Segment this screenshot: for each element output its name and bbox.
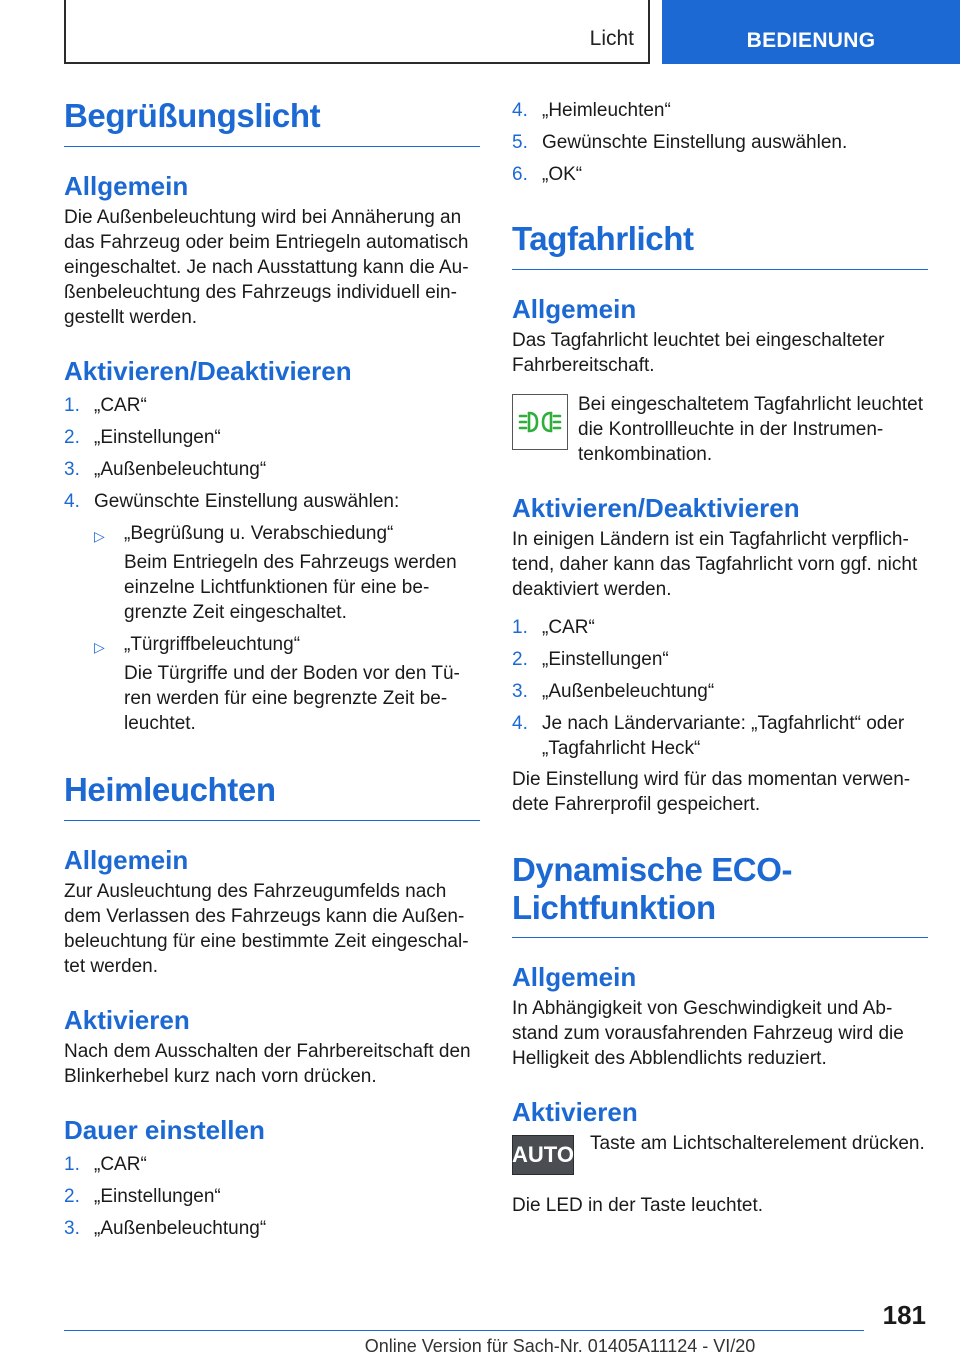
subheading-dauer-einstellen: Dauer einstellen: [64, 1115, 265, 1145]
step-number: 1.: [64, 395, 80, 416]
button-note: [512, 1131, 928, 1175]
subheading-allgemein: Allgemein: [64, 845, 189, 875]
triangle-bullet-icon: ▷: [94, 639, 105, 655]
paragraph: Nach dem Ausschalten der Fahrbereitschaft den Blinkerhebel kurz nach vorn drücken.: [64, 1041, 471, 1087]
step-text: „Außenbeleuchtung“: [94, 459, 267, 480]
step-text: Je nach Ländervariante: „Tagfahrlicht“ oder „Tagfahrlicht Heck“: [542, 713, 905, 759]
step-text: Gewünschte Einstellung auswählen:: [94, 491, 400, 512]
subheading-aktivieren: Aktivieren: [64, 1005, 190, 1035]
paragraph: Die Außenbeleuchtung wird bei Annäherung an das Fahrzeug oder beim Entriegeln automatisch eingeschaltet. Je nach Ausstattung kann die Außenbeleuchtung des Fahrzeugs individuell eingestellt werden.: [64, 207, 469, 328]
option-label: „Begrüßung u. Verabschiedung“: [124, 523, 394, 544]
step-number: 3.: [64, 1218, 80, 1239]
list-item: [64, 1216, 480, 1241]
step-text: „CAR“: [94, 1154, 147, 1175]
heading-tagfahrlicht: Tagfahrlicht: [512, 219, 928, 270]
paragraph: Die Einstellung wird für das momentan verwendete Fahrerprofil gespeichert.: [512, 769, 911, 815]
step-text: „OK“: [542, 164, 583, 185]
heading-heimleuchten: Heimleuchten: [64, 770, 480, 821]
subheading-aktivieren: Aktivieren: [512, 1097, 638, 1127]
list-item: [512, 98, 928, 123]
option-description: Beim Entriegeln des Fahrzeugs werden einzelne Lichtfunktionen für eine begrenzte Zeit eingeschaltet.: [124, 552, 457, 623]
step-number: 2.: [64, 1186, 80, 1207]
subheading-allgemein: Allgemein: [512, 294, 637, 324]
indicator-note: [512, 392, 928, 467]
list-item: [64, 489, 480, 736]
step-number: 2.: [512, 649, 528, 670]
heading-begruessungslicht: Begrüßungslicht: [64, 96, 480, 147]
step-number: 5.: [512, 132, 528, 153]
list-item: [64, 1152, 480, 1177]
step-text: „Heimleuchten“: [542, 100, 671, 121]
chapter-tab: [662, 0, 960, 64]
step-list: [64, 1152, 480, 1241]
page-number: 181: [882, 1300, 926, 1330]
step-text: „Außenbeleuchtung“: [542, 681, 715, 702]
subheading-aktivieren-deaktivieren: Aktivieren/Deaktivieren: [64, 356, 352, 386]
list-item: [512, 615, 928, 640]
option-description: Die Türgriffe und der Boden vor den Türen werden für eine begrenzte Zeit beleuchtet.: [124, 663, 460, 734]
footer-divider: [64, 1330, 864, 1331]
paragraph: Das Tagfahrlicht leuchtet bei eingeschalteter Fahrbereitschaft.: [512, 330, 885, 376]
list-item: [64, 1184, 480, 1209]
step-number: 1.: [512, 617, 528, 638]
step-number: 3.: [512, 681, 528, 702]
list-item: [512, 679, 928, 704]
step-number: 3.: [64, 459, 80, 480]
option-label: „Türgriffbeleuchtung“: [124, 634, 301, 655]
auto-button-icon: AUTO: [512, 1135, 574, 1175]
step-list-continued: [512, 98, 928, 187]
list-item: [64, 457, 480, 482]
step-number: 2.: [64, 427, 80, 448]
triangle-bullet-icon: ▷: [94, 528, 105, 544]
chapter-tab-label: BEDIENUNG: [746, 29, 876, 52]
section-title: Licht: [589, 27, 634, 50]
step-number: 6.: [512, 164, 528, 185]
left-column: [64, 96, 480, 1241]
list-item: [512, 647, 928, 672]
paragraph: In Abhängigkeit von Geschwindigkeit und Abstand zum vorausfahrenden Fahrzeug wird die Helligkeit des Abblendlichts reduziert.: [512, 998, 904, 1069]
paragraph: In einigen Ländern ist ein Tagfahrlicht verpflichtend, daher kann das Tagfahrlicht vorn ggf. nicht deaktiviert werden.: [512, 529, 918, 600]
list-item: [64, 393, 480, 418]
subheading-allgemein: Allgemein: [64, 171, 189, 201]
step-text: „Einstellungen“: [542, 649, 669, 670]
list-item: [512, 130, 928, 155]
daytime-running-light-indicator-icon: [512, 394, 568, 450]
indicator-note-text: Bei eingeschaltetem Tagfahrlicht leuchtet die Kontrollleuchte in der Instrumentenkombination.: [578, 394, 924, 465]
heading-dynamische-eco-lichtfunktion: Dynamische ECO-Lichtfunktion: [512, 851, 928, 938]
step-number: 4.: [512, 100, 528, 121]
list-item: [64, 425, 480, 450]
step-text: „Einstellungen“: [94, 427, 221, 448]
right-column: [512, 98, 928, 1218]
option-item: [94, 632, 480, 736]
step-text: „Einstellungen“: [94, 1186, 221, 1207]
footer-text: Online Version für Sach-Nr. 01405A11124 - VI/20: [364, 1336, 756, 1356]
step-number: 4.: [64, 491, 80, 512]
header-frame: [64, 0, 650, 64]
step-number: 4.: [512, 713, 528, 734]
paragraph: Die LED in der Taste leuchtet.: [512, 1195, 764, 1216]
step-list: [512, 615, 928, 761]
step-text: „Außenbeleuchtung“: [94, 1218, 267, 1239]
step-text: Gewünschte Einstellung auswählen.: [542, 132, 848, 153]
list-item: [512, 711, 928, 761]
step-text: „CAR“: [542, 617, 595, 638]
step-number: 1.: [64, 1154, 80, 1175]
step-list: [64, 393, 480, 736]
step-text: „CAR“: [94, 395, 147, 416]
list-item: [512, 162, 928, 187]
button-note-text: Taste am Lichtschalterelement drücken.: [590, 1133, 925, 1154]
option-item: [94, 521, 480, 625]
subheading-aktivieren-deaktivieren: Aktivieren/Deaktivieren: [512, 493, 800, 523]
subheading-allgemein: Allgemein: [512, 962, 637, 992]
paragraph: Zur Ausleuchtung des Fahrzeugumfelds nach dem Verlassen des Fahrzeugs kann die Außenbeleuchtung für eine bestimmte Zeit eingeschaltet werden.: [64, 881, 469, 977]
